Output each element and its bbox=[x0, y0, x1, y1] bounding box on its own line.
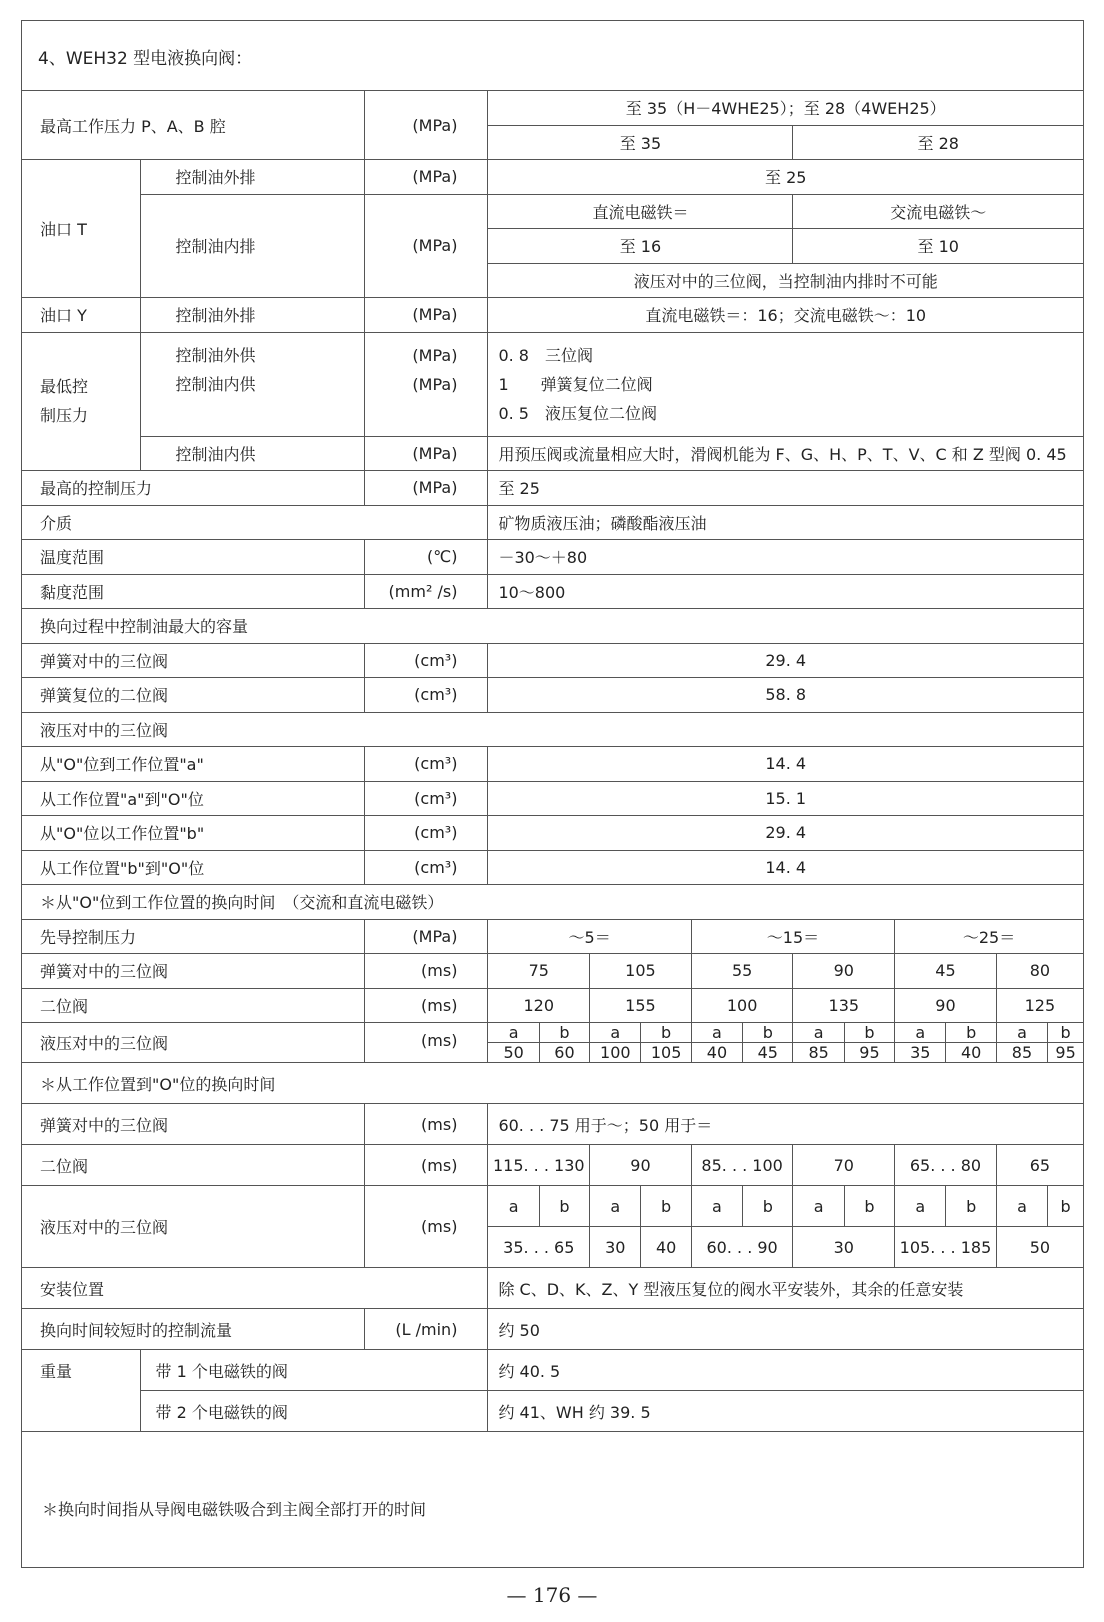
row-port-t: 油口 T 控制油外排 (MPa) 至 25 bbox=[22, 160, 1084, 195]
row-t1-two-position: 二位阀 (ms) 120 155 100 135 90 125 bbox=[22, 988, 1084, 1023]
row-temperature: 温度范围 (℃) －30～＋80 bbox=[22, 540, 1084, 575]
row-t2-spring-center3: 弹簧对中的三位阀 (ms) 60. . . 75 用于～；50 用于＝ bbox=[22, 1104, 1084, 1145]
row-o-to-a: 从"O"位到工作位置"a" (cm³) 14. 4 bbox=[22, 747, 1084, 782]
row-t1-hyd-center3: 液压对中的三位阀 (ms) a b a b a b a b a b a b bbox=[22, 1023, 1084, 1043]
row-o-to-b: 从"O"位以工作位置"b" (cm³) 29. 4 bbox=[22, 816, 1084, 851]
row-vol-spring-return2: 弹簧复位的二位阀 (cm³) 58. 8 bbox=[22, 678, 1084, 713]
row-pilot-pressure: 先导控制压力 (MPa) ～5＝ ～15＝ ～25＝ bbox=[22, 919, 1084, 954]
row-a-to-o: 从工作位置"a"到"O"位 (cm³) 15. 1 bbox=[22, 781, 1084, 816]
row-medium: 介质 矿物质液压油；磷酸酯液压油 bbox=[22, 505, 1084, 540]
row-hyd-center3-header: 液压对中的三位阀 bbox=[22, 712, 1084, 747]
row-time2-header: ＊从工作位置到"O"位的换向时间 bbox=[22, 1063, 1084, 1104]
row-volume-header: 换向过程中控制油最大的容量 bbox=[22, 609, 1084, 644]
footnote: ＊换向时间指从导阀电磁铁吸合到主阀全部打开的时间 bbox=[42, 1500, 427, 1519]
row-t2-two-position: 二位阀 (ms) 115. . . 130 90 85. . . 100 70 65. . . 80 65 bbox=[22, 1145, 1084, 1186]
row-b-to-o: 从工作位置"b"到"O"位 (cm³) 14. 4 bbox=[22, 850, 1084, 885]
row-viscosity: 黏度范围 (mm² /s) 10～800 bbox=[22, 574, 1084, 609]
section-title: 4、WEH32 型电液换向阀： bbox=[38, 49, 253, 69]
row-time1-header: ＊从"O"位到工作位置的换向时间 （交流和直流电磁铁） bbox=[22, 885, 1084, 920]
row-control-flow: 换向时间较短时的控制流量 (L /min) 约 50 bbox=[22, 1309, 1084, 1350]
row-t1-spring-center3: 弹簧对中的三位阀 (ms) 75 105 55 90 45 80 bbox=[22, 954, 1084, 989]
row-max-control-pressure: 最高的控制压力 (MPa) 至 25 bbox=[22, 471, 1084, 506]
spec-table: 最高工作压力 P、A、B 腔 (MPa) 至 35（H－4WHE25）；至 28（4WEH25） 至 35 至 28 油口 T 控制油外排 (MPa) 至 25 控制油内排 (MPa) 直流电磁铁＝ 交流电磁铁～ 至 16 至 10 液压对中的三位阀，当控制油内排时不可能 油口 Y 控制油外排 (MPa) 直流电磁铁＝：16；交流电磁铁～：10 最低控 制压力 控制油外供 控制油内供 (MPa) (MPa) 0. 8 三位阀 1 弹簧复位二位阀 0. 5 液压复位二位阀 控制油内供 (MPa) 用预压阀或流量相应大时，滑阀机能为 F、G、H、P、T、V、C 和 Z 型阀 0. 45 最高的控制压力 (MPa) 至 25 介质 矿物质液压油；磷酸酯液压油 温度范围 (℃) －30～＋80 黏度范围 (mm² /s) 10～800 换向过程中控制油最大的容量 弹簧对中的三位阀 (cm³) 29. 4 弹簧复位的二位阀 (cm³) 58. 8 液压对中的三位阀 从"O"位到工作位置"a" (cm³) 14. 4 从工作位置"a"到"O"位 (cm³) 15. 1 从"O"位以工作位置"b" (cm³) 29. 4 从工作位置"b"到"O"位 (cm³) 14. 4 ＊从"O"位到工作位置的换向时间 （交流和直流电磁铁） 先导控制压力 (MPa) ～5＝ ～15＝ ～25＝ 弹簧对中的三位阀 (ms) 75 105 55 90 45 80 二位阀 (ms) 120 155 100 135 90 125 液压对中的三位阀 (ms) a b a b a b a b a b a b 50 60 100 105 40 45 85 95 35 40 85 95 ＊从工作位置到"O"位的换向时间 弹簧对中的三位阀 (ms) 60. . . 75 用于～；50 用于＝ 二位阀 (ms) 115. . . 130 90 85. . . 100 70 65. . . 80 65 液压对中的三位阀 (ms) a b a b a b a b a b a b 35. . . 65 30 40 60. . . 90 30 105. . . 185 50 安装位置 除 C、D、K、Z、Y 型液压复位的阀水平安装外，其余的任意安装 换向时间较短时的控制流量 (L /min) 约 50 重量 带 1 个电磁铁的阀 约 40. 5 带 2 个电磁铁的阀 约 41、WH 约 39. 5 bbox=[21, 90, 1084, 1432]
page-number: — 176 — bbox=[506, 1583, 598, 1607]
row-weight-2: 带 2 个电磁铁的阀 约 41、WH 约 39. 5 bbox=[22, 1391, 1084, 1432]
row-min-control-pressure: 最低控 制压力 控制油外供 控制油内供 (MPa) (MPa) 0. 8 三位阀 1 弹簧复位二位阀 0. 5 液压复位二位阀 bbox=[22, 332, 1084, 436]
row-max-pressure: 最高工作压力 P、A、B 腔 (MPa) 至 35（H－4WHE25）；至 28（4WEH25） bbox=[22, 91, 1084, 126]
row-t2-hyd-center3: 液压对中的三位阀 (ms) a b a b a b a b a b a b bbox=[22, 1186, 1084, 1227]
row-vol-spring-center3: 弹簧对中的三位阀 (cm³) 29. 4 bbox=[22, 643, 1084, 678]
row-mount-position: 安装位置 除 C、D、K、Z、Y 型液压复位的阀水平安装外，其余的任意安装 bbox=[22, 1268, 1084, 1309]
row-weight-1: 重量 带 1 个电磁铁的阀 约 40. 5 bbox=[22, 1350, 1084, 1391]
row-port-y: 油口 Y 控制油外排 (MPa) 直流电磁铁＝：16；交流电磁铁～：10 bbox=[22, 298, 1084, 333]
